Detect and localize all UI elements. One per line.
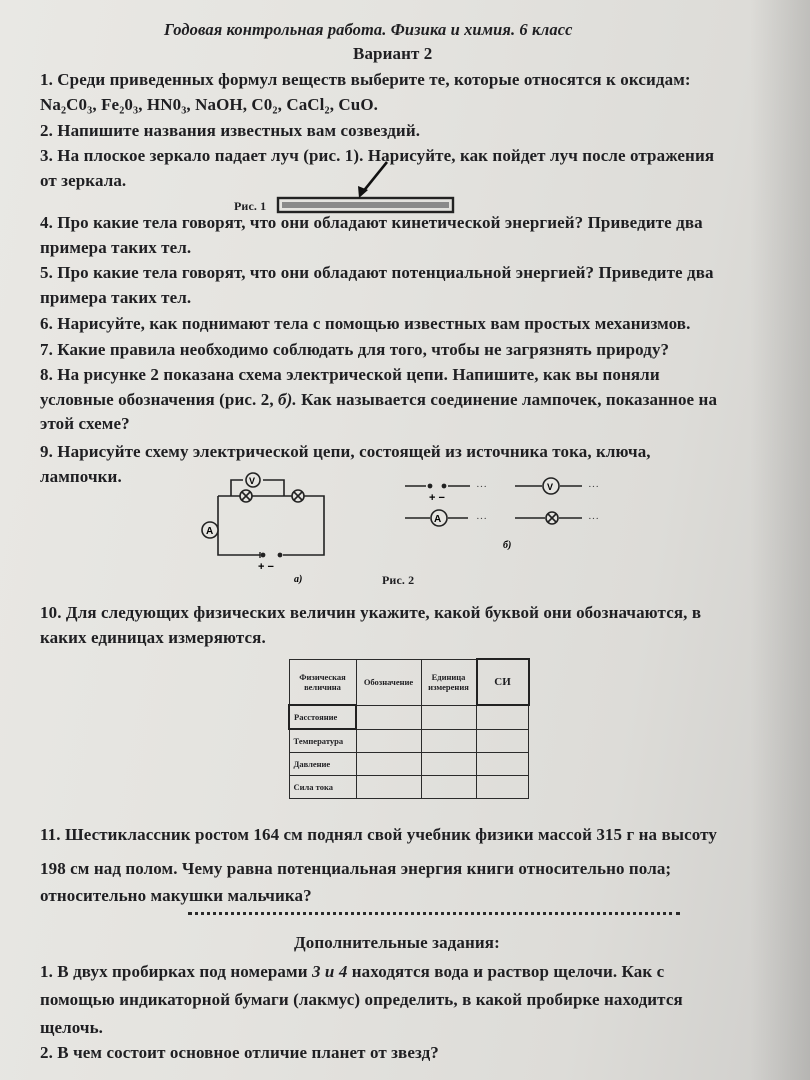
question-10-line2: каких единицах измеряются.	[40, 628, 266, 647]
page-title: Годовая контрольная работа. Физика и химия. 6 класс	[164, 20, 573, 39]
header-si: СИ	[477, 659, 529, 705]
question-7: 7. Какие правила необходимо соблюдать для того, чтобы не загрязнять природу?	[40, 340, 670, 359]
ammeter-label: A	[434, 514, 442, 525]
extra-text: находятся вода и раствор щелочи. Как с	[347, 962, 665, 981]
question-2: 2. Напишите названия известных вам созвездий.	[40, 121, 421, 140]
q8-italic: б).	[278, 390, 297, 409]
voltmeter-label: V	[249, 476, 256, 486]
voltmeter-label: V	[547, 482, 554, 492]
figure-2b-label: б)	[503, 540, 512, 550]
table-header-row	[289, 659, 529, 705]
extra-italic: 3 и 4	[311, 962, 348, 981]
extra-task-2: 2. В чем состоит основное отличие планет от звезд?	[40, 1043, 439, 1062]
table-cell	[421, 753, 477, 776]
dots: ···	[476, 481, 487, 493]
question-5-line2: примера таких тел.	[40, 288, 192, 307]
extra-text: 1. В двух пробирках под номерами	[40, 962, 312, 981]
table-cell	[477, 753, 529, 776]
mirror-surface	[282, 202, 449, 208]
table-cell	[356, 753, 421, 776]
formula: NaOH	[195, 95, 243, 114]
figure-2b-symbols	[400, 470, 610, 550]
question-9-line1: 9. Нарисуйте схему электрической цепи, состоящей из источника тока, ключа,	[40, 442, 651, 461]
dots: ···	[588, 513, 599, 525]
key-contact	[278, 553, 283, 558]
question-8-line2	[40, 390, 717, 410]
polarity-label: + −	[429, 492, 445, 504]
wire	[218, 496, 260, 555]
formula: CaCl₂	[286, 95, 330, 114]
table-row	[289, 776, 529, 799]
question-10-line1: 10. Для следующих физических величин укажите, какой буквой они обозначаются, в	[40, 603, 702, 622]
question-6: 6. Нарисуйте, как поднимают тела с помощью известных вам простых механизмов.	[40, 314, 691, 333]
table-cell	[477, 705, 529, 729]
key-contact	[428, 484, 433, 489]
table-cell	[477, 776, 529, 799]
question-11-line3: относительно макушки мальчика?	[40, 886, 312, 905]
question-3-line2: от зеркала.	[40, 171, 127, 190]
question-9-line2: лампочки.	[40, 467, 122, 486]
figure-2a-label: а)	[294, 574, 303, 585]
table-cell	[356, 729, 421, 753]
extra-heading: Дополнительные задания:	[294, 933, 500, 952]
table-cell	[356, 705, 421, 729]
ammeter-label: A	[206, 526, 214, 537]
formula: HN0₃	[146, 95, 187, 114]
question-4-line2: примера таких тел.	[40, 238, 192, 257]
table-row	[289, 705, 529, 729]
key-contact	[261, 553, 266, 558]
figure-1-caption: Рис. 1	[234, 199, 267, 213]
formula: C0₂	[251, 95, 278, 114]
row-label: Давление	[289, 753, 356, 776]
figure-1-mirror	[270, 160, 460, 220]
question-5-line1: 5. Про какие тела говорят, что они обладают потенциальной энергией? Приведите два	[40, 263, 714, 282]
extra-task-1-line3: щелочь.	[40, 1018, 104, 1037]
row-label: Расстояние	[289, 705, 356, 729]
header-unit: Единица измерения	[421, 659, 477, 705]
formula: CuO.	[338, 95, 378, 114]
question-11-line2: 198 см над полом. Чему равна потенциальная энергия книги относительно пола;	[40, 859, 672, 878]
table-cell	[421, 705, 477, 729]
table-cell	[421, 776, 477, 799]
polarity-label: + −	[258, 561, 274, 573]
dots: ···	[588, 481, 599, 493]
table-row	[289, 729, 529, 753]
question-4-line1: 4. Про какие тела говорят, что они обладают кинетической энергией? Приведите два	[40, 213, 703, 232]
table-row	[289, 753, 529, 776]
paper-shadow	[750, 0, 810, 1080]
table-cell	[477, 729, 529, 753]
header-symbol: Обозначение	[356, 659, 421, 705]
question-8-line1: 8. На рисунке 2 показана схема электрической цепи. Напишите, как вы поняли	[40, 365, 660, 384]
question-1: 1. Среди приведенных формул веществ выберите те, которые относятся к оксидам:	[40, 70, 691, 89]
question-11-line1: 11. Шестиклассник ростом 164 см поднял свой учебник физики массой 315 г на высоту	[40, 825, 717, 844]
table-cell	[356, 776, 421, 799]
formula: Na₂C0₃	[40, 95, 93, 114]
extra-task-1-line2: помощью индикаторной бумаги (лакмус) определить, в какой пробирке находится	[40, 990, 683, 1009]
question-3-line1: 3. На плоское зеркало падает луч (рис. 1). Нарисуйте, как пойдет луч после отражения	[40, 146, 715, 165]
table-cell	[421, 729, 477, 753]
incident-ray	[362, 162, 387, 193]
question-8-line3: этой схеме?	[40, 414, 130, 433]
header-quantity: Физическая величина	[289, 659, 356, 705]
figure-2a-circuit	[196, 460, 346, 590]
variant-label: Вариант 2	[353, 44, 433, 63]
quantities-table	[288, 658, 530, 799]
row-label: Сила тока	[289, 776, 356, 799]
extra-task-1-line1	[40, 962, 664, 982]
dots: ···	[476, 513, 487, 525]
q8-text: условные обозначения (рис. 2,	[40, 390, 279, 409]
question-1-formulas: Na₂C0₃, Fe₂0₃, HN0₃, NaOH, C0₂, CaCl₂, CuO.	[40, 95, 378, 114]
key-contact	[442, 484, 447, 489]
formula: Fe₂0₃	[101, 95, 139, 114]
row-label: Температура	[289, 729, 356, 753]
dotted-separator	[188, 912, 680, 915]
wire	[263, 480, 284, 496]
figure-2-caption: Рис. 2	[382, 573, 415, 587]
wire	[218, 496, 324, 555]
q8-text: Как называется соединение лампочек, показанное на	[296, 390, 718, 409]
